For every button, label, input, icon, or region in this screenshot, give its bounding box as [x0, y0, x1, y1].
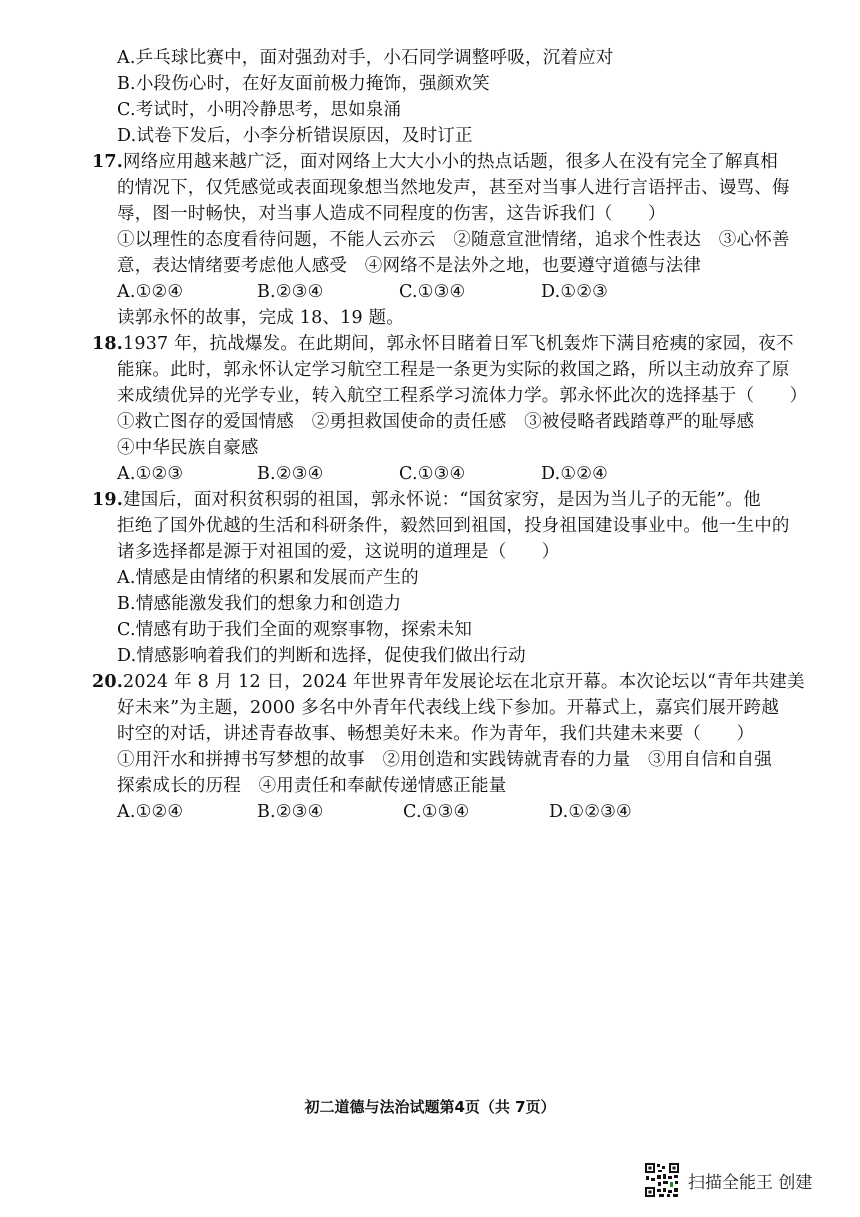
q20-statement-line-1: ①用汗水和拼搏书写梦想的故事 ②用创造和实践铸就青春的力量 ③用自信和自强	[117, 750, 772, 770]
q20-stem-line-1: 20.2024 年 8 月 12 日，2024 年世界青年发展论坛在北京开幕。本次论坛以“青年共建美	[92, 672, 805, 692]
q18-option-a: A.①②③	[117, 464, 184, 484]
page-footer: 初二道德与法治试题第4页（共 7页）	[304, 1098, 556, 1116]
q17-option-a: A.①②④	[117, 282, 184, 302]
q19-stem-line-2: 拒绝了国外优越的生活和科研条件，毅然回到祖国，投身祖国建设事业中。他一生中的	[117, 516, 790, 536]
watermark-text: 扫描全能王 创建	[688, 1172, 813, 1193]
q17-option-d: D.①②③	[541, 282, 609, 302]
q17-stem-line-2: 的情况下，仅凭感觉或表面现象想当然地发声，甚至对当事人进行言语抨击、谩骂、侮	[117, 178, 790, 198]
q18-statement-line-1: ①救亡图存的爱国情感 ②勇担救国使命的责任感 ③被侵略者践踏尊严的耻辱感	[117, 412, 755, 432]
q18-number: 18.	[92, 334, 124, 354]
q16-option-a: A.乒乓球比赛中，面对强劲对手，小石同学调整呼吸，沉着应对	[117, 48, 614, 68]
q17-statement-line-1: ①以理性的态度看待问题，不能人云亦云 ②随意宣泄情绪，追求个性表达 ③心怀善	[117, 230, 790, 250]
q20-option-a: A.①②④	[117, 802, 184, 822]
q20-stem-line-3: 时空的对话，讲述青春故事、畅想美好未来。作为青年，我们共建未来要（ ）	[117, 724, 755, 744]
q19-option-b: B.情感能激发我们的想象力和创造力	[117, 594, 402, 614]
q18-stem-line-3: 来成绩优异的光学专业，转入航空工程系学习流体力学。郭永怀此次的选择基于（ ）	[117, 386, 808, 406]
q17-option-b: B.②③④	[257, 282, 324, 302]
q17-number: 17.	[92, 152, 124, 172]
scanner-watermark	[644, 1160, 812, 1200]
q19-option-d: D.情感影响着我们的判断和选择，促使我们做出行动	[117, 646, 526, 666]
q18-option-b: B.②③④	[257, 464, 324, 484]
q20-statement-line-2: 探索成长的历程 ④用责任和奉献传递情感正能量	[117, 776, 507, 796]
q20-option-c: C.①③④	[403, 802, 470, 822]
q18-stem-line-2: 能寐。此时，郭永怀认定学习航空工程是一条更为实际的救国之路，所以主动放弃了原	[117, 360, 790, 380]
q16-option-b: B.小段伤心时，在好友面前极力掩饰，强颜欢笑	[117, 74, 490, 94]
qr-code-icon	[644, 1162, 680, 1198]
q17-option-c: C.①③④	[399, 282, 466, 302]
q19-stem-line-3: 诸多选择都是源于对祖国的爱，这说明的道理是（ ）	[117, 542, 560, 562]
q17-stem-line-1: 17.网络应用越来越广泛，面对网络上大大小小的热点话题，很多人在没有完全了解真相	[92, 152, 778, 172]
q17-statement-line-2: 意，表达情绪要考虑他人感受 ④网络不是法外之地，也要遵守道德与法律	[117, 256, 702, 276]
q20-number: 20.	[92, 672, 124, 692]
q18-statement-line-2: ④中华民族自豪感	[117, 438, 259, 458]
q19-option-a: A.情感是由情绪的积累和发展而产生的	[117, 568, 419, 588]
q17-stem-line-3: 辱，图一时畅快，对当事人造成不同程度的伤害，这告诉我们（ ）	[117, 204, 666, 224]
q18-option-c: C.①③④	[399, 464, 466, 484]
q20-option-d: D.①②③④	[549, 802, 632, 822]
reading-intro: 读郭永怀的故事，完成 18、19 题。	[117, 308, 404, 328]
q16-option-d: D.试卷下发后，小李分析错误原因，及时订正	[117, 126, 473, 146]
q19-number: 19.	[92, 490, 124, 510]
q18-stem-line-1: 18.1937 年，抗战爆发。在此期间，郭永怀目睹着日军飞机轰炸下满目疮痍的家园，夜不	[92, 334, 794, 354]
q20-option-b: B.②③④	[257, 802, 324, 822]
q16-option-c: C.考试时，小明冷静思考，思如泉涌	[117, 100, 402, 120]
q19-option-c: C.情感有助于我们全面的观察事物，探索未知	[117, 620, 473, 640]
q19-stem-line-1: 19.建国后，面对积贫积弱的祖国，郭永怀说：“国贫家穷，是因为当儿子的无能”。他	[92, 490, 761, 510]
q18-option-d: D.①②④	[541, 464, 609, 484]
q20-stem-line-2: 好未来”为主题，2000 多名中外青年代表线上线下参加。开幕式上，嘉宾们展开跨越	[117, 698, 780, 718]
